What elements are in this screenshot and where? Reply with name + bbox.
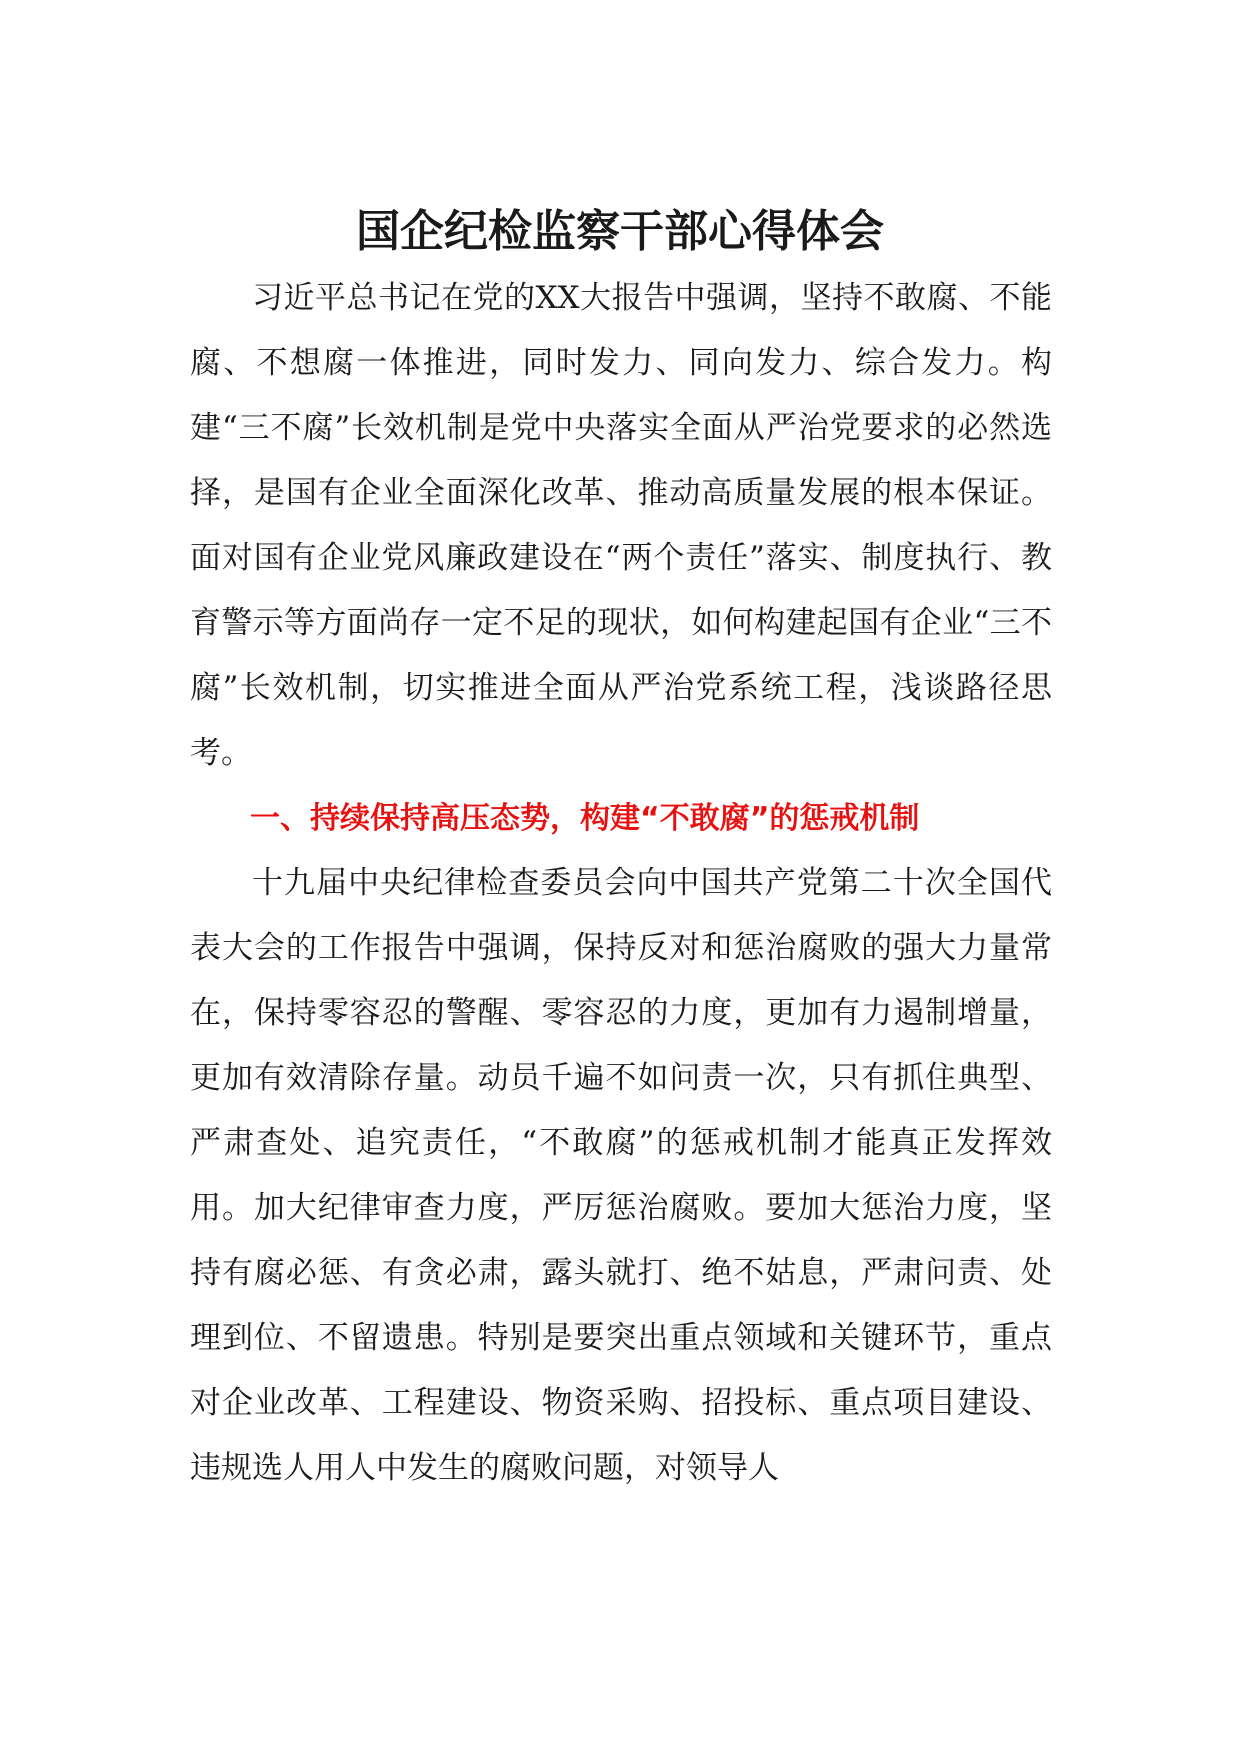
document-body bbox=[190, 266, 1052, 1501]
document-title: 国企纪检监察干部心得体会 bbox=[356, 206, 884, 257]
body-paragraph: 十九届中央纪律检查委员会向中国共产党第二十次全国代表大会的工作报告中强调，保持反对和惩治腐败的强大力量常在，保持零容忍的警醒、零容忍的力度，更加有力遏制增量，更加有效清除存量。动员千遍不如问责一次，只有抓住典型、严肃查处、追究责任，“不敢腐”的惩戒机制才能真正发挥效用。加大纪律审查力度，严厉惩治腐败。要加大惩治力度，坚持有腐必惩、有贪必肃，露头就打、绝不姑息，严肃问责、处理到位、不留遗患。特别是要突出重点领域和关键环节，重点对企业改革、工程建设、物资采购、招投标、重点项目建设、违规选人用人中发生的腐败问题，对领导人 bbox=[190, 865, 1052, 1486]
section-heading: 一、持续保持高压态势，构建“不敢腐”的惩戒机制 bbox=[250, 801, 920, 836]
body-paragraph: 习近平总书记在党的XX大报告中强调，坚持不敢腐、不能腐、不想腐一体推进，同时发力、同向发力、综合发力。构建“三不腐”长效机制是党中央落实全面从严治党要求的必然选择，是国有企业全面深化改革、推动高质量发展的根本保证。面对国有企业党风廉政建设在“两个责任”落实、制度执行、教育警示等方面尚存一定不足的现状，如何构建起国有企业“三不腐”长效机制，切实推进全面从严治党系统工程，浅谈路径思考。 bbox=[190, 280, 1052, 771]
